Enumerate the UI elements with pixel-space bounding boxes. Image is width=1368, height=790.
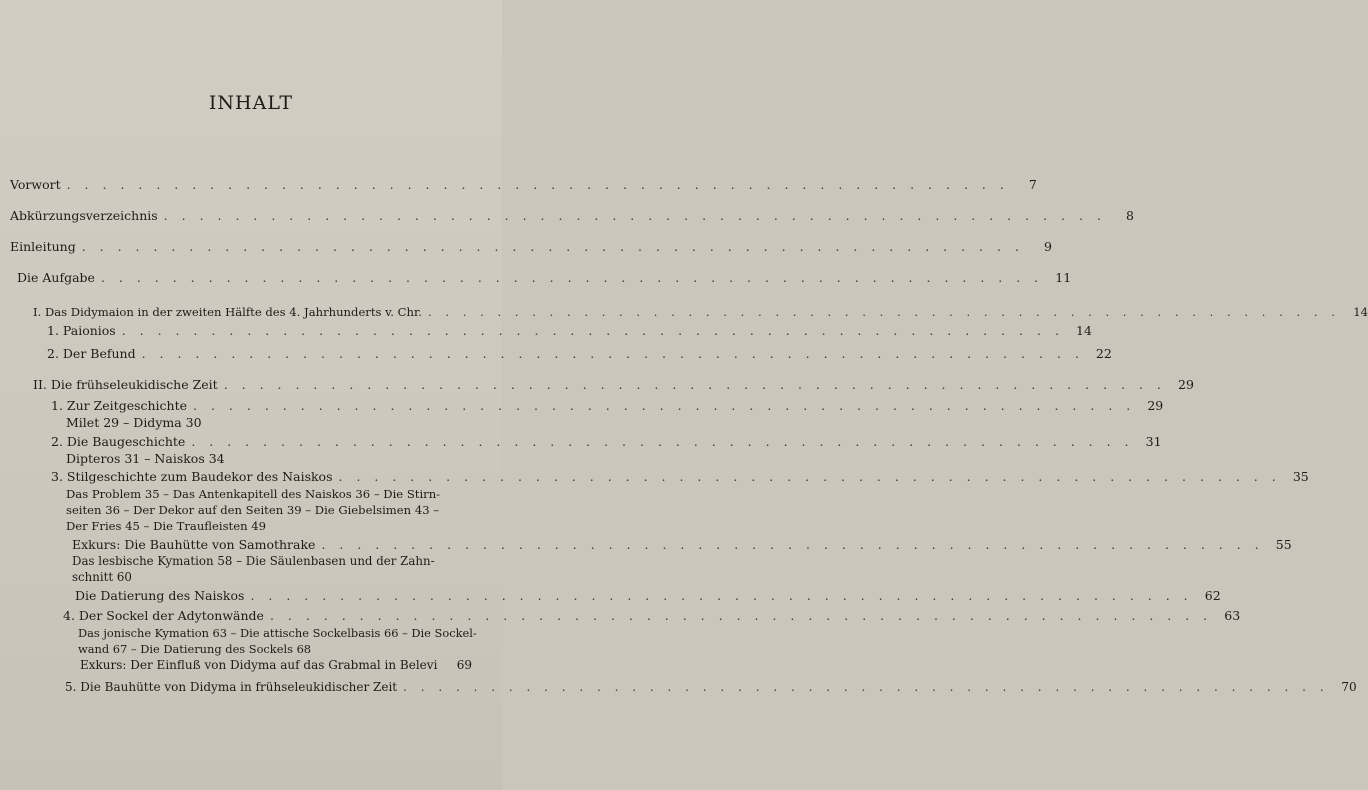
dot-leader: . . . . . . . . . . . . . . . . . . . . . . . . . . . . . . . . . . . . . . . . . . . . . . . . . . . . .: [321, 537, 1264, 552]
toc-page-number: 9: [1043, 239, 1052, 254]
toc-entry-title: Die Datierung des Naiskos: [75, 588, 245, 603]
dot-leader: . . . . . . . . . . . . . . . . . . . . . . . . . . . . . . . . . . . . . . . . . . . . . . . . . . . . .: [250, 588, 1193, 603]
toc-entry-title: Vorwort: [10, 177, 61, 192]
toc-entry-title: 1. Paionios: [47, 323, 116, 338]
dot-leader: . . . . . . . . . . . . . . . . . . . . . . . . . . . . . . . . . . . . . . . . . . . . . . . . . . . . .: [403, 680, 1329, 694]
dot-leader: . . . . . . . . . . . . . . . . . . . . . . . . . . . . . . . . . . . . . . . . . . . . . . . . . . . . .: [427, 305, 1340, 319]
dot-leader: . . . . . . . . . . . . . . . . . . . . . . . . . . . . . . . . . . . . . . . . . . . . . . . . . . . . .: [100, 270, 1044, 285]
toc-page-number: 22: [1095, 346, 1112, 361]
toc-page-number: 7: [1028, 177, 1037, 192]
dot-leader: [443, 657, 444, 673]
toc-entry: [51, 469, 1309, 485]
toc-entry: [72, 537, 1292, 553]
toc-entry: [63, 608, 1241, 624]
toc-subline: Milet 29 – Didyma 30: [66, 415, 202, 430]
dot-leader: . . . . . . . . . . . . . . . . . . . . . . . . . . . . . . . . . . . . . . . . . . . . . . . . . . . . .: [81, 239, 1024, 254]
toc-subline: wand 67 – Die Datierung des Sockels 68: [78, 642, 312, 656]
toc-entry: [51, 398, 1164, 414]
toc-entry-title: Exkurs: Die Bauhütte von Samothrake: [72, 537, 316, 552]
dot-leader: . . . . . . . . . . . . . . . . . . . . . . . . . . . . . . . . . . . . . . . . . . . . . . . . . . . . .: [193, 398, 1136, 413]
toc-entry: [47, 346, 1112, 362]
dot-leader: . . . . . . . . . . . . . . . . . . . . . . . . . . . . . . . . . . . . . . . . . . . . . . . . . . . . .: [223, 377, 1166, 392]
toc-entry: [10, 177, 1037, 193]
toc-entry-title: 2. Die Baugeschichte: [51, 434, 186, 449]
toc-page-number: 31: [1145, 434, 1162, 449]
toc-entry: [10, 239, 1052, 255]
toc-page-number: 62: [1204, 588, 1221, 603]
toc-entry-title: 1. Zur Zeitgeschichte: [51, 398, 188, 413]
toc-page-number: 29: [1147, 398, 1164, 413]
toc-entry-title: 5. Die Bauhütte von Didyma in frühseleukidischer Zeit: [65, 680, 398, 694]
toc-page-number: 29: [1178, 377, 1194, 392]
dot-leader: . . . . . . . . . . . . . . . . . . . . . . . . . . . . . . . . . . . . . . . . . . . . . . . . . . . . .: [191, 434, 1134, 449]
toc-page-number: 14: [1353, 305, 1368, 319]
toc-page-number: 11: [1055, 270, 1072, 285]
toc-entry: [65, 679, 1357, 695]
toc-page-number: 69: [456, 658, 472, 672]
toc-page-number: 8: [1125, 208, 1134, 223]
toc-subline: Der Fries 45 – Die Traufleisten 49: [66, 519, 266, 533]
toc-entry-title: I. Das Didymaion in der zweiten Hälfte des 4. Jahrhunderts v. Chr.: [33, 305, 422, 319]
toc-entry-title: 3. Stilgeschichte zum Baudekor des Naiskos: [51, 469, 333, 484]
toc-subline: Dipteros 31 – Naiskos 34: [66, 451, 225, 466]
toc-entry: [47, 323, 1092, 339]
toc-entry: [33, 377, 1194, 393]
toc-entry-title: 2. Der Befund: [47, 346, 136, 361]
toc-entry-title: 4. Der Sockel der Adytonwände: [63, 608, 264, 623]
toc-subline: Das jonische Kymation 63 – Die attische Sockelbasis 66 – Die Sockel-: [78, 626, 477, 640]
toc-entry: [17, 270, 1072, 286]
toc-page-number: 55: [1275, 537, 1292, 552]
toc-entry: [80, 657, 472, 673]
toc-subline: Das lesbische Kymation 58 – Die Säulenbasen und der Zahn-: [72, 554, 435, 568]
toc-page-number: 63: [1224, 608, 1241, 623]
toc-subline: Das Problem 35 – Das Antenkapitell des Naiskos 36 – Die Stirn-: [66, 487, 441, 501]
toc-page-number: 70: [1341, 680, 1357, 694]
toc-entry: [10, 208, 1134, 224]
toc-entry-title: Abkürzungsverzeichnis: [10, 208, 158, 223]
dot-leader: . . . . . . . . . . . . . . . . . . . . . . . . . . . . . . . . . . . . . . . . . . . . . . . . . . . . .: [163, 208, 1106, 223]
toc-page-number: 14: [1076, 323, 1092, 338]
dot-leader: . . . . . . . . . . . . . . . . . . . . . . . . . . . . . . . . . . . . . . . . . . . . . . . . . . . . .: [338, 469, 1281, 484]
toc-entry: [33, 304, 1368, 320]
toc-subline: schnitt 60: [72, 570, 132, 584]
toc-entry-title: Einleitung: [10, 239, 76, 254]
toc-subline: seiten 36 – Der Dekor auf den Seiten 39 – Die Giebelsimen 43 –: [66, 503, 440, 517]
dot-leader: . . . . . . . . . . . . . . . . . . . . . . . . . . . . . . . . . . . . . . . . . . . . . . . . . . . . .: [121, 323, 1064, 338]
toc-entry-title: II. Die frühseleukidische Zeit: [33, 377, 218, 392]
toc-entry: [75, 588, 1221, 604]
toc-entry: [51, 434, 1162, 450]
dot-leader: . . . . . . . . . . . . . . . . . . . . . . . . . . . . . . . . . . . . . . . . . . . . . . . . . . . . .: [269, 608, 1213, 623]
dot-leader: . . . . . . . . . . . . . . . . . . . . . . . . . . . . . . . . . . . . . . . . . . . . . . . . . . . . .: [66, 177, 1009, 192]
dot-leader: . . . . . . . . . . . . . . . . . . . . . . . . . . . . . . . . . . . . . . . . . . . . . . . . . . . . .: [141, 346, 1084, 361]
toc-entry-title: Die Aufgabe: [17, 270, 95, 285]
page-title: INHALT: [208, 92, 294, 114]
toc-entry-title: Exkurs: Der Einfluß von Didyma auf das Grabmal in Belevi: [80, 658, 438, 672]
toc-page-number: 35: [1292, 469, 1309, 484]
